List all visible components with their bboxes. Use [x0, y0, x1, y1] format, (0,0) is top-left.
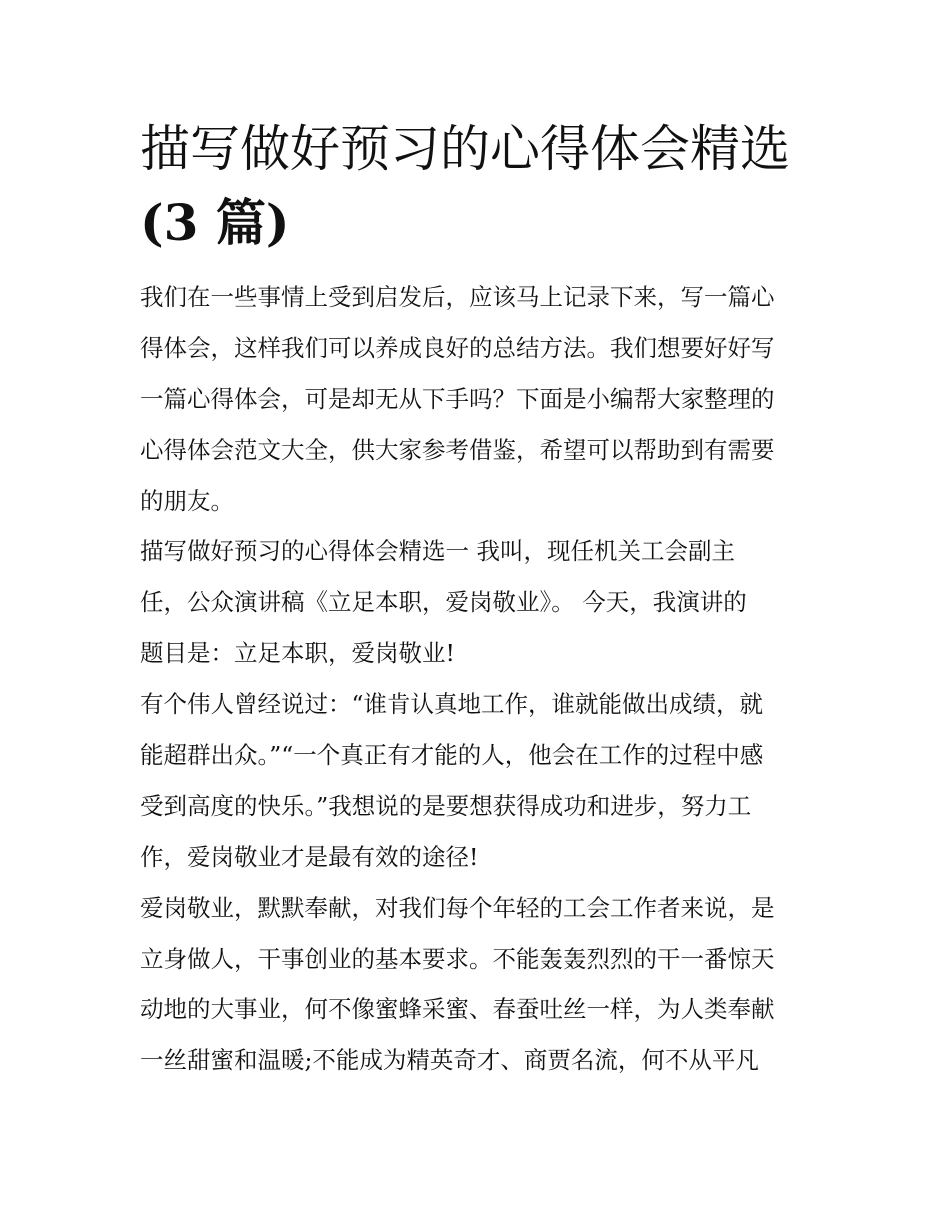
body-line: 一篇心得体会，可是却无从下手吗？下面是小编帮大家整理的 — [140, 384, 775, 413]
body-line: 我们在一些事情上受到启发后，应该马上记录下来，写一篇心 — [140, 283, 775, 311]
body-line: 心得体会范文大全，供大家参考借鉴，希望可以帮助到有需要 — [140, 435, 775, 464]
body-line: 作，爱岗敬业才是最有效的途径! — [140, 842, 479, 871]
document-title — [140, 112, 820, 260]
body-line: 描写做好预习的心得体会精选一 我叫，现任机关工会副主 — [140, 537, 735, 566]
title-line-1: 描写做好预习的心得体会精选 — [140, 120, 790, 178]
body-line: 受到高度的快乐。”我想说的是要想获得成功和进步，努力工 — [140, 791, 752, 820]
body-line: 爱岗敬业，默默奉献，对我们每个年轻的工会工作者来说，是 — [140, 893, 775, 922]
body-line: 任，公众演讲稿《立足本职，爱岗敬业》。 今天，我演讲的 — [140, 588, 747, 617]
body-line: 的朋友。 — [140, 486, 234, 515]
body-line: 立身做人，干事创业的基本要求。不能轰轰烈烈的干一番惊天 — [140, 944, 775, 973]
document-body — [140, 272, 820, 1086]
body-line: 一丝甜蜜和温暖;不能成为精英奇才、商贾名流，何不从平凡 — [140, 1046, 759, 1075]
body-line: 题目是：立足本职，爱岗敬业! — [140, 639, 455, 668]
body-line: 能超群出众。”“一个真正有才能的人，他会在工作的过程中感 — [140, 741, 764, 770]
body-line: 有个伟人曾经说过：“谁肯认真地工作，谁就能做出成绩，就 — [140, 690, 764, 719]
body-line: 动地的大事业，何不像蜜蜂采蜜、春蚕吐丝一样，为人类奉献 — [140, 995, 775, 1024]
body-line: 得体会，这样我们可以养成良好的总结方法。我们想要好好写 — [140, 333, 775, 362]
title-line-2: (3 篇) — [140, 193, 290, 252]
